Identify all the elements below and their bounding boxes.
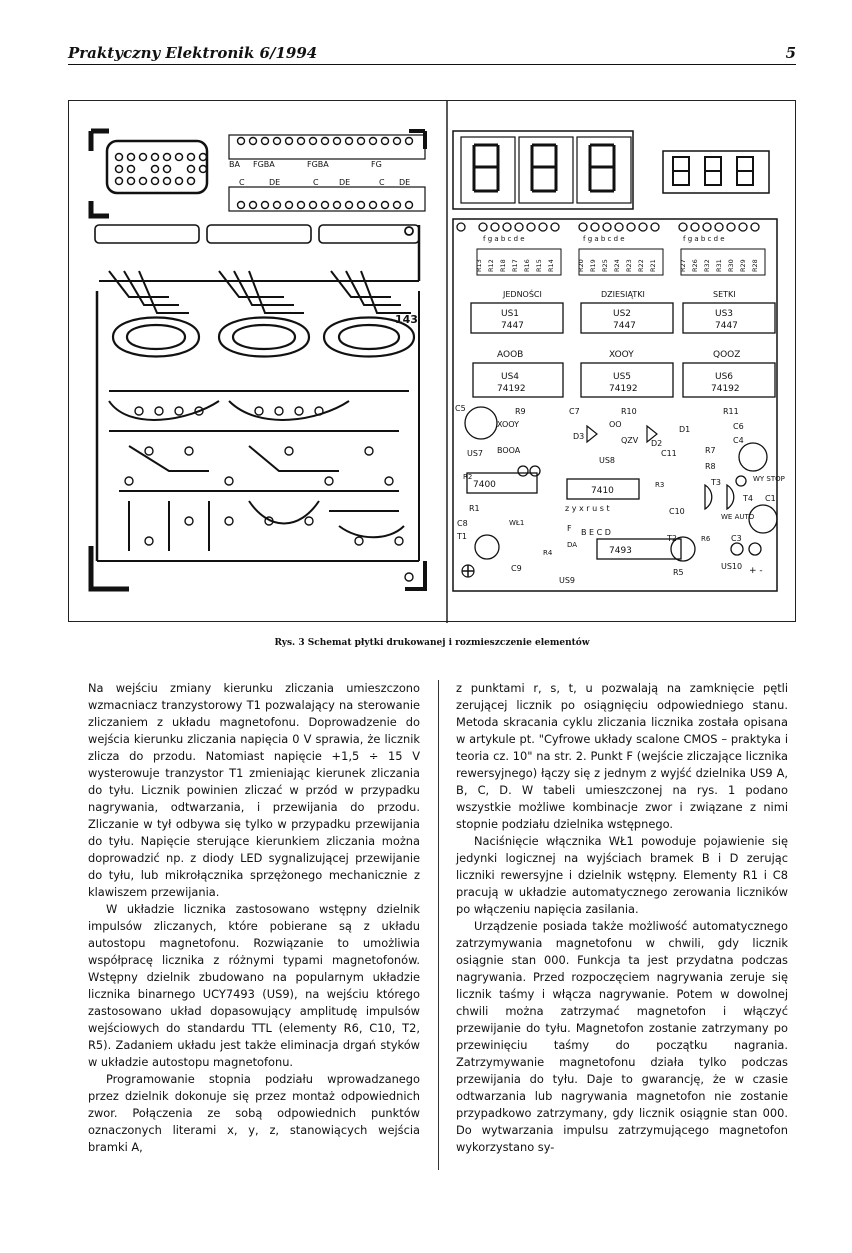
pcb-figure-svg xyxy=(69,101,797,623)
paragraph: z punktami r, s, t, u pozwalają na zamknięcie pętli zerującej licznik po osiągnięciu odpowiedniego stanu. Metoda skracania cyklu zliczania licznika została opisana w artykule pt. "Cyfrowe układy scalone CMOS – praktyka i teoria cz. 10" na str. 2. Punkt F (wejście zliczające licznika rewersyjnego) łączy się z jednym z wyjść dzielnika US9 A, B, C, D. W tabeli umieszczonej na rys. 1 podano wszystkie możliwe kombinacje zwor i związane z nimi stopnie podziału dzielnika wstępnego. xyxy=(456,681,788,831)
column-divider xyxy=(438,680,439,1170)
pin-labels-2: f g a b c d e xyxy=(583,235,625,243)
resistor-label: R30 xyxy=(727,259,735,272)
resistor-label: R32 xyxy=(703,259,711,272)
resistor-label: R16 xyxy=(523,259,531,272)
segment-label-fgba-1: FGBA xyxy=(253,160,275,169)
paragraph: Programowanie stopnia podziału wprowadzanego przez dzielnik dokonuje się przez montaż odpowiednich zwor. Połączenia ze sobą odpowiednich punktów oznaczonych literami x, y, z, stanowiących wejścia bramki A, xyxy=(88,1072,420,1154)
page-number: 5 xyxy=(785,44,796,62)
decoder-us3-part: 7447 xyxy=(715,321,738,331)
counter-us4-name: US4 xyxy=(501,372,520,382)
label-c5: C5 xyxy=(455,404,466,413)
pcb-number: 143 xyxy=(395,313,418,326)
label-r7: R7 xyxy=(705,446,716,455)
label-c10: C10 xyxy=(669,507,685,516)
label-c3: C3 xyxy=(731,534,742,543)
label-r4: R4 xyxy=(543,549,553,557)
segment-label-de-3: DE xyxy=(399,178,411,187)
label-c11: C11 xyxy=(661,449,677,458)
segment-label-ba: BA xyxy=(229,160,240,169)
paragraph: Urządzenie posiada także możliwość automatycznego zatrzymywania magnetofonu w chwili, gdy licznik osiągnie stan 000. Funkcja ta jest przydatna podczas nagrywania. Przed rozpoczęciem nagrywania zeruje się licznik taśmy i włącza nagrywanie. Potem w dowolnej chwili można zatrzymać magnetofon i włączyć przewijanie do tyłu. Magnetofon zostanie zatrzymany po przewinięciu taśmy do początku nagrania. Zatrzymywanie magnetofonu działa tylko podczas przewijania do tyłu. Daje to gwarancję, że w czasie odtwarzania lub nagrywania magnetofon nie zostanie przypadkowo zatrzymany, gdy licznik osiągnie stan 000. Do wytwarzania impulsu zatrzymującego magnetofon wykorzystano sy- xyxy=(456,919,788,1154)
page-header xyxy=(68,42,796,65)
label-zyxrust: z y x r u s t xyxy=(565,504,610,513)
label-weauto: WE AUTO xyxy=(721,513,755,521)
label-us10: US10 xyxy=(721,562,743,571)
segment-label-c-1: C xyxy=(239,178,245,187)
figure-caption: Rys. 3 Schemat płytki drukowanej i rozmieszczenie elementów xyxy=(274,638,590,648)
label-ic7410: 7410 xyxy=(591,486,614,496)
counter-us5-part: 74192 xyxy=(609,384,638,394)
text-column-left xyxy=(88,680,420,1156)
label-t2: T2 xyxy=(667,534,677,543)
pin-labels-1: f g a b c d e xyxy=(483,235,525,243)
label-c4: C4 xyxy=(733,436,744,445)
label-da: DA xyxy=(567,541,578,549)
label-booa: BOOA xyxy=(497,446,521,455)
label-f: F xyxy=(567,524,572,533)
label-c1: C1 xyxy=(765,494,776,503)
counter-us5-name: US5 xyxy=(613,372,632,382)
resistor-label: R27 xyxy=(679,259,687,272)
resistor-label: R15 xyxy=(535,259,543,272)
code-qooz: QOOZ xyxy=(713,350,741,360)
journal-title: Praktyczny Elektronik 6/1994 xyxy=(68,44,318,62)
label-r6: R6 xyxy=(701,535,711,543)
label-d2: D2 xyxy=(651,439,663,448)
label-us7: US7 xyxy=(467,449,484,458)
label-r2: R2 xyxy=(463,473,473,481)
label-d3: D3 xyxy=(573,432,585,441)
label-r3: R3 xyxy=(655,481,665,489)
pin-labels-3: f g a b c d e xyxy=(683,235,725,243)
resistor-label: R31 xyxy=(715,259,723,272)
decoder-us2-part: 7447 xyxy=(613,321,636,331)
decoder-us3-name: US3 xyxy=(715,309,734,319)
component-text-labels xyxy=(455,235,785,585)
label-us8: US8 xyxy=(599,456,616,465)
resistor-label: R25 xyxy=(601,259,609,272)
resistor-label: R28 xyxy=(751,259,759,272)
counter-us6-name: US6 xyxy=(715,372,734,382)
label-r11: R11 xyxy=(723,407,739,416)
resistor-label: R19 xyxy=(589,259,597,272)
label-wl1: WŁ1 xyxy=(509,519,525,527)
label-r1: R1 xyxy=(469,504,480,513)
label-t1: T1 xyxy=(457,532,467,541)
component-layout xyxy=(453,131,777,591)
label-qzv: QZV xyxy=(621,436,639,445)
label-oo: OO xyxy=(609,420,622,429)
label-us9: US9 xyxy=(559,576,576,585)
resistor-label: R20 xyxy=(577,259,585,272)
decoder-us2-name: US2 xyxy=(613,309,632,319)
segment-label-de-1: DE xyxy=(269,178,281,187)
text-column-right xyxy=(456,680,788,1156)
pcb-trace-layout xyxy=(91,131,425,589)
paragraph: Na wejściu zmiany kierunku zliczania umieszczono wzmacniacz tranzystorowy T1 pozwalający na sterowanie zliczaniem z układu magnetofonu. Doprowadzenie do wejścia kierunku zliczania napięcia 0 V sprawia, że licznik zlicza do przodu. Natomiast napięcie +1,5 ÷ 15 V wysterowuje tranzystor T1 zmieniając kierunek zliczania do tyłu. Licznik powinien zliczać w przód w przypadku nagrywania, odtwarzania, i przewijania do przodu. Zliczanie w tył odbywa się tylko w przypadku przewijania do tyłu. Napięcie sterujące kierunkiem zliczania można doprowadzić np. z diody LED sygnalizującej przewijanie do tyłu, lub mikrołącznika sprzężonego mechanicznie z klawiszem przewijania. xyxy=(88,681,420,899)
resistor-label: R21 xyxy=(649,259,657,272)
label-r5: R5 xyxy=(673,568,684,577)
code-xooy: XOOY xyxy=(609,350,634,360)
counter-us4-part: 74192 xyxy=(497,384,526,394)
label-c9: C9 xyxy=(511,564,522,573)
resistor-label: R12 xyxy=(487,259,495,272)
label-xooy: XOOY xyxy=(497,420,520,429)
segment-label-c-3: C xyxy=(379,178,385,187)
paragraph: W układzie licznika zastosowano wstępny dzielnik impulsów zliczanych, które pobierane są z układu autostopu magnetofonu. Rozwiązanie to umożliwia współpracę licznika z różnymi typami magnetofonów. Wstępny dzielnik zbudowano na popularnym układzie licznika binarnego UCY7493 (US9), na wejściu którego zastosowano układ dopasowujący amplitudę impulsów wejściowych do standardu TTL (elementy R6, C10, T2, R5). Zadaniem układu jest także eliminacja drgań styków w układzie autostopu magnetofonu. xyxy=(88,902,420,1069)
label-r9: R9 xyxy=(515,407,526,416)
resistor-label: R14 xyxy=(547,259,555,272)
segment-label-de-2: DE xyxy=(339,178,351,187)
resistor-label: R18 xyxy=(499,259,507,272)
label-r10: R10 xyxy=(621,407,637,416)
group-label-dziesiatki: DZIESIĄTKI xyxy=(601,290,645,299)
label-becd: B E C D xyxy=(581,528,611,537)
resistor-label: R24 xyxy=(613,259,621,272)
segment-label-c-2: C xyxy=(313,178,319,187)
segment-label-fg: FG xyxy=(371,160,382,169)
resistor-label: R22 xyxy=(637,259,645,272)
decoder-us1-name: US1 xyxy=(501,309,520,319)
label-plusminus: + - xyxy=(749,566,763,576)
label-d1: D1 xyxy=(679,425,691,434)
label-ic7493: 7493 xyxy=(609,546,632,556)
resistor-label: R13 xyxy=(475,259,483,272)
counter-us6-part: 74192 xyxy=(711,384,740,394)
resistor-label: R26 xyxy=(691,259,699,272)
code-aoob: AOOB xyxy=(497,350,524,360)
label-wystop: WY STOP xyxy=(753,475,785,483)
resistor-label: R17 xyxy=(511,259,519,272)
label-t4: T4 xyxy=(743,494,753,503)
resistor-array-labels xyxy=(475,259,759,272)
paragraph: Naciśnięcie włącznika WŁ1 powoduje pojawienie się jedynki logicznej na wyjściach bramek B i D zerując liczniki rewersyjne i dzielnik wstępny. Elementy R1 i C8 pracują w układzie automatycznego zerowania liczników po włączeniu napięcia zasilania. xyxy=(456,834,788,916)
segment-label-fgba-2: FGBA xyxy=(307,160,329,169)
resistor-label: R29 xyxy=(739,259,747,272)
label-c8: C8 xyxy=(457,519,468,528)
label-r8: R8 xyxy=(705,462,716,471)
decoder-us1-part: 7447 xyxy=(501,321,524,331)
resistor-label: R23 xyxy=(625,259,633,272)
label-ic7400: 7400 xyxy=(473,480,496,490)
label-c6: C6 xyxy=(733,422,744,431)
label-t3: T3 xyxy=(711,478,721,487)
group-label-setki: SETKI xyxy=(713,290,736,299)
pcb-figure xyxy=(68,100,796,622)
group-label-jednosci: JEDNOŚCI xyxy=(503,290,542,299)
label-c7: C7 xyxy=(569,407,580,416)
